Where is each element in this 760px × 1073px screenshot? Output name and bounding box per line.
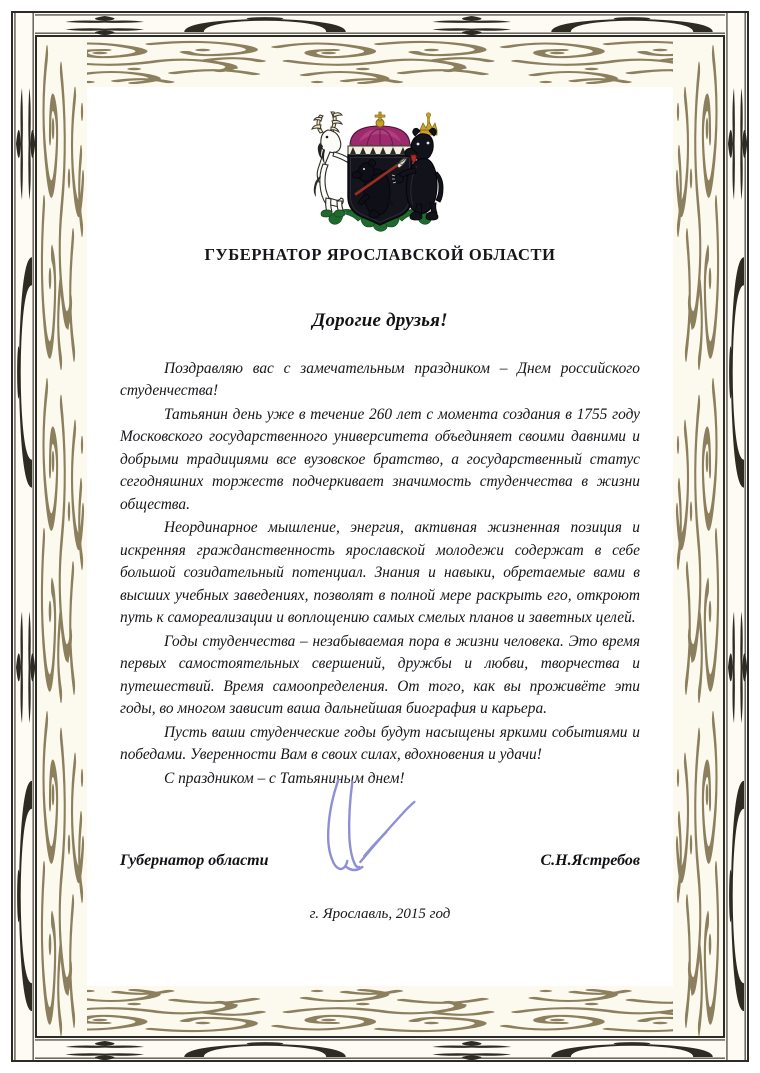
signatory-position: Губернатор области xyxy=(120,852,269,870)
salutation: Дорогие друзья! xyxy=(312,310,448,331)
filigree-band-top xyxy=(37,37,723,87)
document-content xyxy=(87,87,673,986)
page-title: ГУБЕРНАТОР ЯРОСЛАВСКОЙ ОБЛАСТИ xyxy=(204,245,556,264)
place-and-date: г. Ярославль, 2015 год xyxy=(309,906,451,923)
body-text xyxy=(87,358,673,790)
paragraph-4: Годы студенчества – незабываемая пора в жизни человека. Это время первых самостоятельных свершений, дружбы и любви, творчества и путешествий. Время самоопределения. От того, как вы проживёте эти годы, во многом зависит ваша дальнейшая биография и карьера. xyxy=(120,632,640,718)
ornament-band-left xyxy=(13,13,35,1060)
paragraph-2: Татьянин день уже в течение 260 лет с момента создания в 1755 году Московского государственного университета объединяет своими давними и добрыми традициями все вузовское братство, а государственный статус сегодняшних торжеств подчеркивает значимость студенчества в жизни общества. xyxy=(120,405,640,513)
ornament-band-right xyxy=(725,13,747,1060)
paragraph-6-closing: С праздником – с Татьяниным днем! xyxy=(164,769,405,787)
filigree-band-right xyxy=(673,37,723,1036)
coat-of-arms-yaroslavl-icon xyxy=(287,106,473,232)
signature-row xyxy=(120,818,640,870)
filigree-band-bottom xyxy=(37,986,723,1036)
shield xyxy=(348,155,412,225)
paragraph-3: Неординарное мышление, энергия, активная жизненная позиция и искренняя гражданственность ярославской молодежи содержат в себе большой созидательный потенциал. Знания и навыки, обретаемые вами в высших учебных заведениях, позволят в полной мере раскрыть его, откроют путь к самореализации и воплощению самых смелых планов и заветных целей. xyxy=(120,519,640,627)
signature-block xyxy=(87,818,673,892)
ornament-band-bottom xyxy=(13,1038,747,1060)
imperial-crown-icon xyxy=(348,112,412,155)
ornament-band-top xyxy=(13,13,747,35)
emblem-container xyxy=(87,87,673,227)
paragraph-5: Пусть ваши студенческие годы будут насыщены яркими событиями и победами. Уверенности Вам в своих силах, вдохновения и удачи! xyxy=(120,723,640,764)
filigree-band-left xyxy=(37,37,87,1036)
paragraph-1: Поздравляю вас с замечательным праздником – Днем российского студенчества! xyxy=(120,360,640,400)
signatory-name: С.Н.Ястребов xyxy=(540,852,640,870)
